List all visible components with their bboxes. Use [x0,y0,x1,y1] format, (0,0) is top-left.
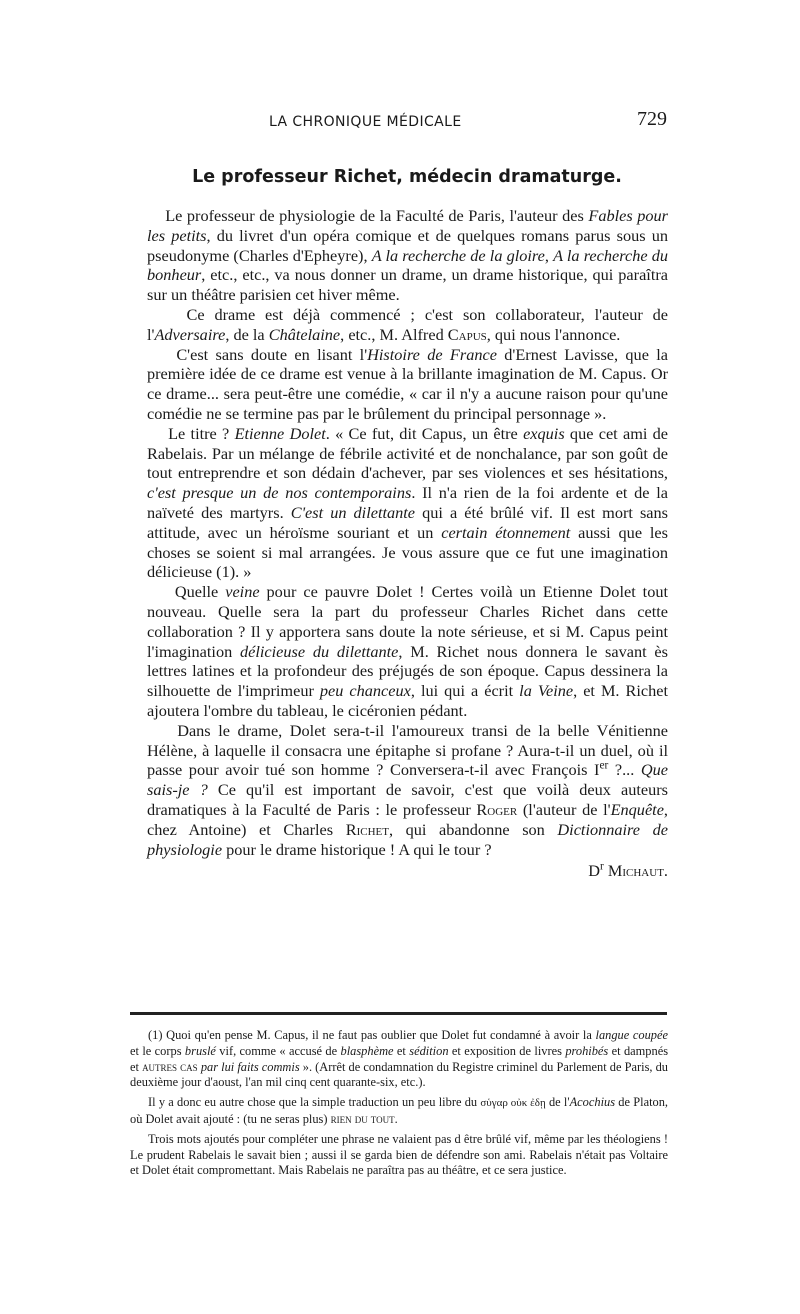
page-number: 729 [637,108,667,130]
text: que cet ami de Rabelais. Par un mélange de fébrile activité et de nonchalance, par son goût de tout entreprendre et son dédain d'achever, par ses violences et ses hésitations, [147,423,669,483]
text: Dans le drame, Dolet sera-t-il l'amoureux transi de la belle Vénitienne Hélène, à laquelle il consacra une épitaphe si profane ? Aura-t-il un duel, où il passe pour avoir tué son homme ? Conversera-t-il avec François I [147,720,669,780]
text: de l' [545,1095,570,1110]
text: et [393,1043,410,1058]
work-title: Adversaire [154,324,226,344]
footnote-2 [130,1095,668,1128]
text: , chez Antoine) et Charles [147,799,668,839]
footnote-1 [130,1028,668,1091]
text: Ce qu'il est important de savoir, c'est que voilà deux auteurs dramatiques à la Faculté de Paris : le professeur [147,780,669,819]
work-title: Acochius [569,1095,616,1110]
text: qui a été brûlé vif. Il est mort sans attitude, avec un héroïsme souriant et un [147,502,669,542]
text: vif, comme « accusé de [215,1043,341,1058]
paragraph-2 [147,305,668,345]
text: , etc., M. Alfred [340,324,448,344]
text: pour le drame historique ! A qui le tour ? [222,839,492,859]
text: , et M. Richet ajoutera l'ombre du tableau, le cicéronien pédant. [147,681,669,720]
article-title: Le professeur Richet, médecin dramaturge. [192,167,622,187]
work-title: Châtelaine [268,324,341,344]
small-caps-text: autres cas [142,1059,198,1074]
footnote-separator [130,1012,667,1015]
work-title: Dictionnaire de physiologie [147,819,668,859]
text: . « Ce fut, dit Capus, un être [325,423,524,443]
footnote-3 [130,1132,668,1179]
text: , qui nous l'annonce. [486,324,621,344]
author-name: Roger [476,799,518,819]
text: d'Ernest Lavisse, que la première idée de ce drame est venue à la brillante imagination de M. Capus. Or ce drame... sera peut-être une comédie, « car il n'y a aucune raison pour qu'une comédie ne se termine pas par le brûlement du principal personnage ». [147,344,668,423]
page-header [147,108,667,138]
text: et le corps [130,1043,185,1058]
text: ». (Arrêt de condamnation du Registre criminel du Parlement de Paris, du deuxième jour d'aoust, l'an mil cinq cent quarante-six, etc.). [130,1059,668,1090]
text: Le professeur de physiologie de la Faculté de Paris, l'auteur des [165,206,589,225]
text: et dampnés et [130,1043,669,1074]
work-title: Etienne Dolet [234,423,326,443]
text: , M. Richet nous donnera le savant ès lettres latines et la profondeur des préjugés de son époque. Capus dessinera la silhouette de l'imprimeur [147,641,668,701]
text: Quelle [174,582,226,602]
emphasis: délicieuse du dilettante [240,641,399,661]
text: , de la [225,324,269,344]
emphasis: certain étonnement [441,522,571,542]
text: pour ce pauvre Dolet ! Certes voilà un Etienne Dolet tout nouveau. Quelle sera la part du professeur Charles Richet dans cette collaboration ? Il y apportera sans doute la note sérieuse, et si M. Capus peint l'imagination [147,582,669,661]
emphasis: par lui faits commis [200,1059,300,1074]
text: ?... [608,760,641,780]
text: Le titre ? [168,423,235,443]
emphasis: exquis [523,423,565,443]
paragraph-5 [147,582,668,721]
signature-prefix: D [588,861,600,881]
text: , lui qui a écrit [410,681,520,701]
running-title: LA CHRONIQUE MÉDICALE [269,114,462,130]
text: aussi que les choses se soient si mal arrangées. Je vous assure que ce fut une imagination délicieuse (1). » [147,522,668,582]
footnotes [130,1028,668,1183]
emphasis: c'est presque un de nos contemporains [147,483,412,503]
work-title: Enquête [610,799,664,819]
superscript: r [600,860,604,873]
text: , qui abandonne son [388,819,558,839]
emphasis: langue coupée [595,1028,668,1042]
work-title: A la recherche de la gloire [371,245,545,265]
author-name: Richet [345,819,389,839]
work-title: la Veine [519,681,574,701]
text: . [394,1111,398,1126]
work-title: Fables pour les petits [147,206,669,245]
text: Trois mots ajoutés pour compléter une phrase ne valaient pas d être brûlé vif, même par les théologiens ! Le prudent Rabelais le savait bien ; aussi il se garda bien de défendre son ami. Rabelais n'était pas Voltaire et Dolet était compromettant. Mais Rabelais ne paraîtra pas au théâtre, et ce sera justice. [130,1131,668,1178]
text: . Il n'a rien de la foi ardente et de la naïveté des martyrs. [147,483,668,522]
text: (1) Quoi qu'en pense M. Capus, il ne faut pas oublier que Dolet fut condamné à avoir la [148,1028,596,1042]
paragraph-3 [147,345,668,424]
paragraph-1 [147,206,668,305]
paragraph-4 [147,424,668,582]
text: , du livret d'un opéra comique et de quelques romans parus sous un pseudonyme (Charles d'Epheyre), [147,225,668,265]
signature [147,861,668,881]
emphasis: blasphème [340,1043,394,1058]
work-title: A la recherche du bonheur [147,245,668,285]
text: Ce drame est déjà commencé ; c'est son collaborateur, l'auteur de l' [147,304,668,344]
paragraph-6 [147,721,668,860]
superscript: er [599,759,609,772]
signature-name: Michaut. [607,861,668,881]
emphasis: C'est un dilettante [290,502,416,522]
emphasis: prohibés [565,1043,609,1058]
text: de Platon, où Dolet avait ajouté : (tu ne seras plus) [130,1095,669,1126]
text: , [544,245,554,265]
small-caps-text: rien du tout [330,1111,395,1126]
work-title: Histoire de France [367,344,497,364]
text: (l'auteur de l' [517,799,611,819]
author-name: Capus [447,324,487,344]
emphasis: Que sais-je ? [147,760,668,800]
emphasis: sédition [409,1043,449,1058]
text: C'est sans doute en lisant l' [176,344,368,364]
text: Il y a donc eu autre chose que la simple traduction un peu libre du [148,1095,481,1110]
emphasis: peu chanceux [319,681,411,701]
emphasis: veine [225,582,260,602]
article-body [147,206,668,881]
greek-text: σὑγαρ οὐκ ἐδῃ [480,1097,546,1110]
emphasis: bruslé [184,1043,216,1058]
text: et exposition de livres [448,1043,566,1058]
text: , etc., etc., va nous donner un drame, un drame historique, qui paraîtra sur un théâtre parisien cet hiver même. [147,265,668,305]
